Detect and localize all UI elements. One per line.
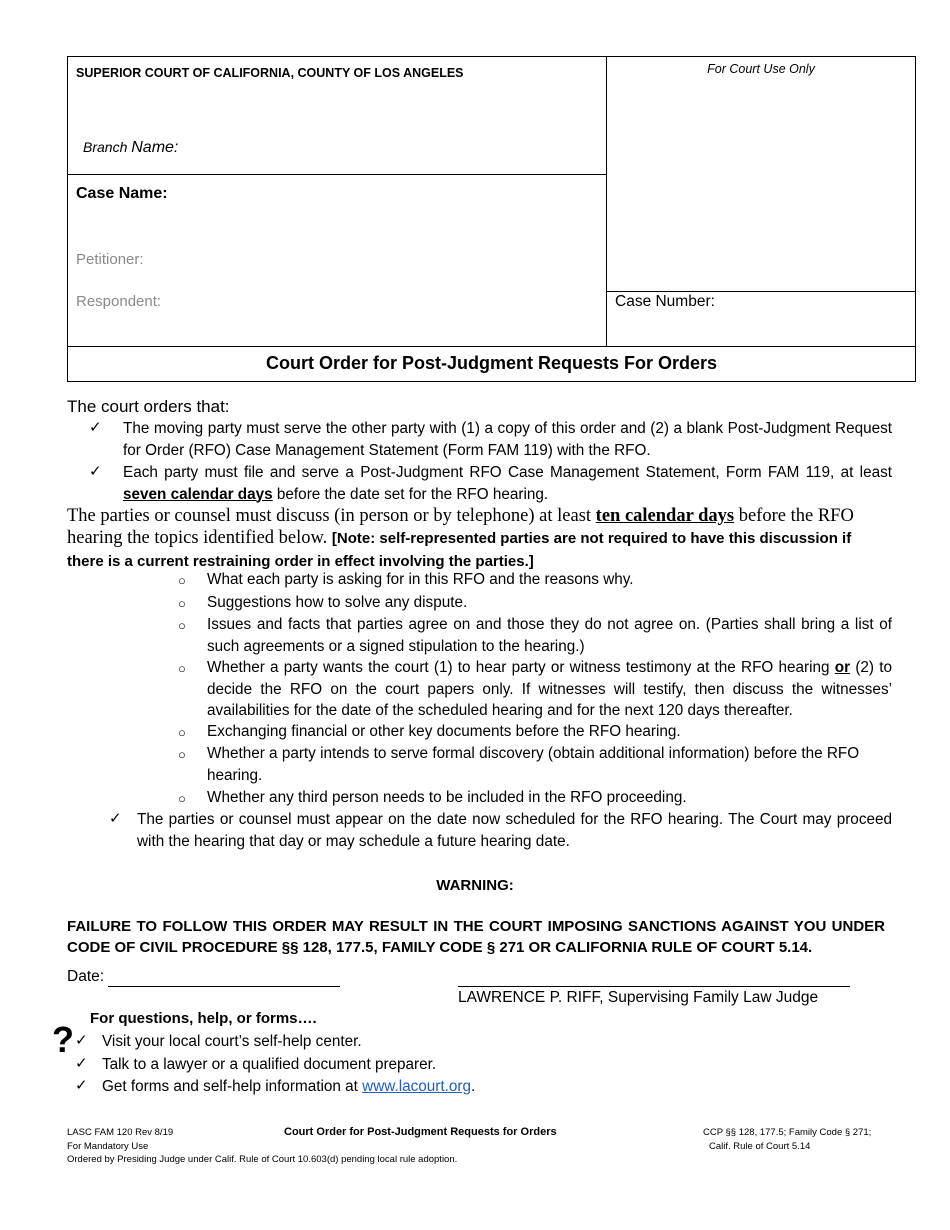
discussion-paragraph: [67, 505, 860, 572]
help-item-3-prefix: Get forms and self-help information at: [102, 1078, 363, 1095]
topic-4-or: or: [834, 659, 851, 676]
warning-text: FAILURE TO FOLLOW THIS ORDER MAY RESULT IN THE COURT IMPOSING SANCTIONS AGAINST YOU UNDER CODE OF CIVIL PROCEDURE §§ 128, 177.5, FAMILY CODE § 271 OR CALIFORNIA RULE OF COURT 5.14.: [67, 918, 885, 956]
court-use-divider: [606, 291, 916, 292]
topic-1: What each party is asking for in this RFO and the reasons why.: [207, 571, 634, 588]
date-line[interactable]: [108, 986, 340, 987]
check-icon: ✓: [109, 810, 122, 827]
order-2: [123, 462, 892, 505]
topic-4: [207, 657, 892, 722]
circle-bullet-icon: ○: [178, 791, 186, 806]
warning-title: WARNING:: [436, 877, 514, 894]
footer-mandatory: For Mandatory Use: [67, 1141, 149, 1152]
order-2-emphasis: seven calendar days: [123, 485, 273, 503]
circle-bullet-icon: ○: [178, 661, 186, 676]
lacourt-link[interactable]: www.lacourt.org: [362, 1078, 471, 1095]
intro-text: The court orders that:: [67, 397, 230, 416]
help-item-3-suffix: .: [471, 1078, 476, 1095]
order-3: The parties or counsel must appear on the date now scheduled for the RFO hearing. The Court may proceed with the hearing that day or may schedule a future hearing date.: [137, 811, 892, 850]
branch-divider: [67, 174, 607, 175]
help-item-1: Visit your local court’s self-help center.: [102, 1033, 362, 1050]
discussion-emphasis: ten calendar days: [595, 506, 735, 526]
question-mark-icon: ?: [52, 1019, 74, 1060]
branch-name-label: [83, 139, 178, 157]
check-icon: ✓: [89, 463, 102, 480]
branch-label-suffix: Name:: [131, 139, 179, 156]
topic-7: Whether any third person needs to be included in the RFO proceeding.: [207, 789, 687, 806]
circle-bullet-icon: ○: [178, 573, 186, 588]
order-1: The moving party must serve the other party with (1) a copy of this order and (2) a blank Post-Judgment Request for Order (RFO) Case Management Statement (Form FAM 119) with the RFO.: [123, 420, 892, 459]
respondent-tick: [67, 322, 68, 346]
judge-name: LAWRENCE P. RIFF, Supervising Family Law Judge: [458, 989, 819, 1006]
respondent-label: Respondent:: [76, 293, 162, 310]
date-label: Date:: [67, 968, 105, 985]
circle-bullet-icon: ○: [178, 747, 186, 762]
check-icon: ✓: [75, 1077, 88, 1094]
check-icon: ✓: [75, 1032, 88, 1049]
court-name: SUPERIOR COURT OF CALIFORNIA, COUNTY OF LOS ANGELES: [76, 66, 464, 80]
help-item-3: [102, 1076, 475, 1098]
footer-form-id: LASC FAM 120 Rev 8/19: [67, 1127, 174, 1138]
order-2-text-a: Each party must file and serve a Post-Judgment RFO Case Management Statement, Form FAM 119, at least: [123, 464, 892, 481]
signature-line[interactable]: [458, 986, 850, 987]
topic-4-text: Whether a party wants the court (1) to hear party or witness testimony at the RFO hearing: [207, 659, 835, 676]
topic-2: Suggestions how to solve any dispute.: [207, 594, 468, 611]
footer-ordered-by: Ordered by Presiding Judge under Calif. Rule of Court 10.603(d) pending local rule adoption.: [67, 1154, 458, 1165]
discussion-text-a: The parties or counsel must discuss (in person or by telephone) at least: [67, 506, 596, 526]
discussion-text-b: before the RFO hearing the topics identified below.: [67, 506, 854, 548]
footer-citation-1: CCP §§ 128, 177.5; Family Code § 271;: [703, 1127, 872, 1138]
topic-4-rest: (2) to decide the RFO on the court papers only. If witnesses will testify, then discuss the witnesses’ availabilities for the date of the scheduled hearing and for the next 120 days thereafter.: [207, 659, 893, 719]
footer-citation-2: Calif. Rule of Court 5.14: [709, 1141, 811, 1152]
form-title: Court Order for Post-Judgment Requests For Orders: [265, 353, 718, 373]
check-icon: ✓: [89, 419, 102, 436]
topic-5: Exchanging financial or other key documents before the RFO hearing.: [207, 723, 681, 740]
for-court-use-label: For Court Use Only: [707, 62, 815, 76]
case-name-label: Case Name:: [76, 185, 168, 202]
circle-bullet-icon: ○: [178, 725, 186, 740]
title-divider: [67, 346, 916, 347]
help-heading: For questions, help, or forms….: [90, 1010, 317, 1027]
circle-bullet-icon: ○: [178, 596, 186, 611]
branch-label-prefix: Branch: [83, 139, 132, 155]
check-icon: ✓: [75, 1055, 88, 1072]
order-2-text-b: before the date set for the RFO hearing.: [272, 485, 549, 503]
discussion-note: [Note: self-represented parties are not required to have this discussion if there is a current restraining order in effect involving the parties.]: [67, 530, 852, 570]
caption-vertical-divider: [606, 56, 607, 347]
case-number-label: Case Number:: [615, 293, 715, 310]
footer-title: Court Order for Post-Judgment Requests for Orders: [284, 1126, 557, 1138]
circle-bullet-icon: ○: [178, 618, 186, 633]
topic-6: Whether a party intends to serve formal discovery (obtain additional information) before the RFO hearing.: [207, 745, 860, 784]
topic-3: Issues and facts that parties agree on and those they do not agree on. (Parties shall bring a list of such agreements or a signed stipulation to the hearing.): [207, 616, 892, 655]
caption-box: [67, 56, 916, 382]
petitioner-label: Petitioner:: [76, 251, 144, 268]
help-item-2: Talk to a lawyer or a qualified document preparer.: [102, 1056, 437, 1073]
